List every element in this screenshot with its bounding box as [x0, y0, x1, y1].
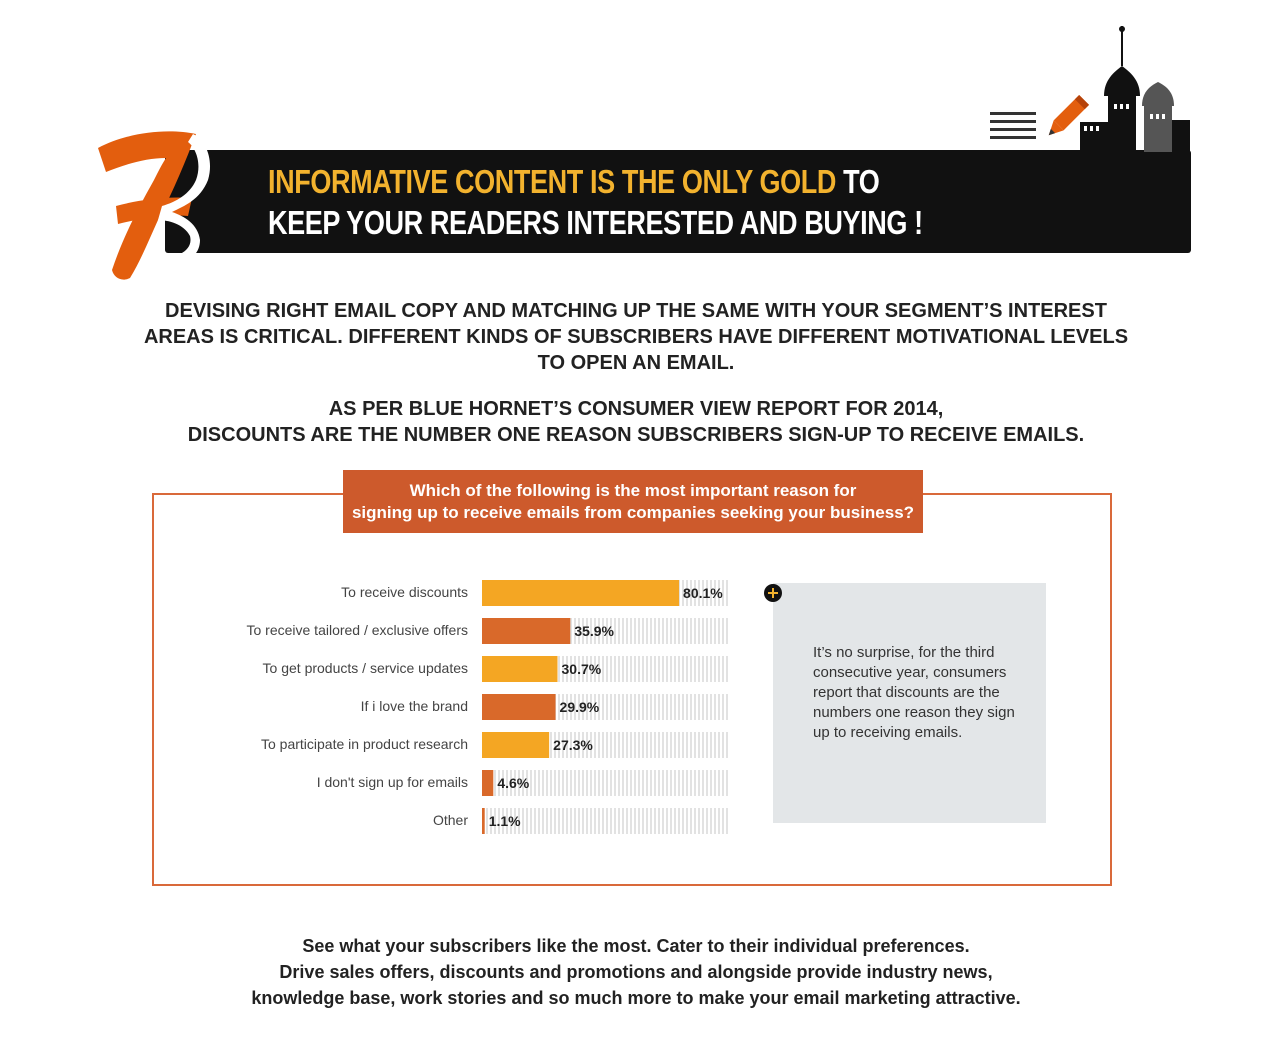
bar-chart — [150, 570, 750, 850]
outro-line-3: knowledge base, work stories and so much more to make your email marketing attractive. — [251, 988, 1021, 1008]
intro-line-2: AREAS IS CRITICAL. DIFFERENT KINDS OF SUBSCRIBERS HAVE DIFFERENT MOTIVATIONAL LEVELS — [143, 326, 1129, 348]
intro-paragraph-1 — [0, 298, 1272, 376]
bar — [482, 580, 679, 606]
bar — [482, 618, 570, 644]
value-label: 1.1% — [488, 813, 521, 829]
outro-paragraph — [0, 933, 1272, 1011]
plus-icon — [763, 583, 783, 603]
value-label: 30.7% — [561, 661, 602, 677]
value-label: 27.3% — [553, 737, 593, 753]
note-text: It’s no surprise, for the third consecutive year, consumers report that discounts are the numbers one reason they sign up to receiving emails. — [813, 644, 1015, 741]
intro-line-1: DEVISING RIGHT EMAIL COPY AND MATCHING UP THE SAME WITH YOUR SEGMENT’S INTEREST — [165, 300, 1107, 322]
category-label: To receive tailored / exclusive offers — [246, 622, 468, 638]
outro-line-1: See what your subscribers like the most. Cater to their individual preferences. — [302, 936, 970, 956]
headline-gold-text: INFORMATIVE CONTENT IS THE ONLY GOLD — [268, 163, 837, 200]
number-seven-text: 7 — [288, 120, 289, 121]
category-label: To get products / service updates — [262, 660, 468, 676]
lines-icon — [990, 110, 1038, 144]
headline-line-1 — [268, 162, 879, 202]
bar — [482, 694, 556, 720]
bar — [482, 808, 485, 834]
number-seven — [88, 120, 289, 285]
bar — [482, 732, 549, 758]
headline-line-2: KEEP YOUR READERS INTERESTED AND BUYING ! — [268, 204, 923, 241]
note-box — [773, 583, 1046, 823]
value-label: 4.6% — [497, 775, 530, 791]
value-label: 35.9% — [574, 623, 615, 639]
category-label: To participate in product research — [261, 736, 468, 752]
question-line-2: signing up to receive emails from companies seeking your business? — [351, 502, 915, 522]
category-label: I don't sign up for emails — [316, 774, 468, 790]
intro-line-4: AS PER BLUE HORNET’S CONSUMER VIEW REPORT FOR 2014, — [328, 398, 944, 420]
bar — [482, 770, 493, 796]
outro-line-2: Drive sales offers, discounts and promotions and alongside provide industry news, — [279, 962, 993, 982]
question-line-1: Which of the following is the most important reason for — [409, 480, 857, 500]
headline-rest-text: TO — [836, 163, 880, 200]
bar — [482, 656, 558, 682]
question-box — [343, 470, 923, 533]
value-label: 29.9% — [559, 699, 600, 715]
category-label: To receive discounts — [341, 584, 468, 600]
category-label: If i love the brand — [360, 698, 468, 714]
intro-line-5: DISCOUNTS ARE THE NUMBER ONE REASON SUBSCRIBERS SIGN-UP TO RECEIVE EMAILS. — [187, 424, 1085, 446]
value-label: 80.1% — [683, 585, 723, 601]
category-label: Other — [432, 812, 468, 828]
skyline-icon — [1080, 26, 1192, 152]
intro-paragraph-2 — [0, 396, 1272, 448]
intro-line-3: TO OPEN AN EMAIL. — [537, 352, 735, 374]
